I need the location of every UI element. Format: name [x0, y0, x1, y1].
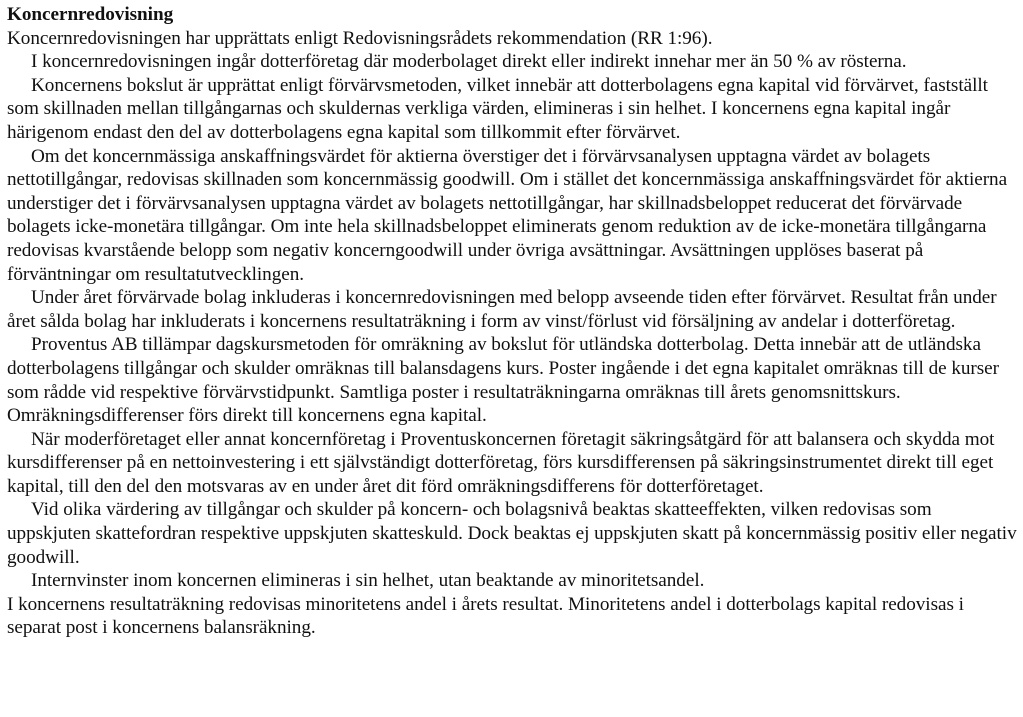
paragraph: När moderföretaget eller annat koncernföretag i Proventuskoncernen företagit säkringsåtgärd för att balansera och skydda mot kursdifferenser på en nettoinvestering i ett självständigt dotterföretag, förs kursdifferensen på säkringsinstrumentet direkt till eget kapital, till den del den motsvaras av en under året dit förd omräkningsdifferens för dotterföretaget.: [7, 428, 995, 497]
paragraph: Koncernens bokslut är upprättat enligt förvärvsmetoden, vilket innebär att dotterbolagens egna kapital vid förvärvet, fastställt som skillnaden mellan tillgångarnas och skuldernas verkliga värden, elimineras i sin helhet. I koncernens egna kapital ingår härigenom endast den del av dotterbolagens egna kapital som tillkommit efter förvärvet.: [7, 74, 988, 143]
paragraph: I koncernens resultaträkning redovisas minoritetens andel i årets resultat. Minoritetens andel i dotterbolags kapital redovisas i separat post i koncernens balansräkning.: [7, 593, 964, 639]
paragraph: Om det koncernmässiga anskaffningsvärdet för aktierna överstiger det i förvärvsanalysen upptagna värdet av bolagets nettotillgångar, redovisas skillnaden som koncernmässig goodwill. Om i stället det koncernmässiga anskaffningsvärdet för aktierna understiger det i förvärvsanalysen upptagna värdet av bolagets nettotillgångar, har skillnadsbeloppet reducerat det förvärvade bolagets icke-monetära tillgångar. Om inte hela skillnadsbeloppet eliminerats genom reduktion av de icke-monetära tillgångarna redovisas kvarstående belopp som negativ koncerngoodwill under övriga avsättningar. Avsättningen upplöses baserat på förväntningar om resultatutvecklingen.: [7, 145, 1008, 285]
paragraph: Koncernredovisningen har upprättats enligt Redovisningsrådets rekommendation (RR 1:96).: [7, 27, 713, 49]
paragraph: Under året förvärvade bolag inkluderas i koncernredovisningen med belopp avseende tiden efter förvärvet. Resultat från under året sålda bolag har inkluderats i koncernens resultaträkning i form av vinst/förlust vid försäljning av andelar i dotterföretag.: [7, 287, 997, 332]
document-page: [7, 3, 1019, 640]
section-heading: Koncernredovisning: [7, 4, 174, 25]
paragraph: Proventus AB tillämpar dagskursmetoden för omräkning av bokslut för utländska dotterbolag. Detta innebär att de utländska dotterbolagens tillgångar och skulder omräknas till balansdagens kurs. Poster ingående i det egna kapitalet omräknas till de kurser som rådde vid respektive förvärvstidpunkt. Samtliga poster i resultaträkningarna omräknas till årets genomsnittskurs. Omräkningsdifferenser förs direkt till koncernens egna kapital.: [7, 334, 999, 427]
paragraph: I koncernredovisningen ingår dotterföretag där moderbolaget direkt eller indirekt innehar mer än 50 % av rösterna.: [31, 51, 907, 73]
paragraph: Internvinster inom koncernen elimineras i sin helhet, utan beaktande av minoritetsandel.: [31, 570, 705, 592]
paragraph-list: [7, 27, 1019, 640]
paragraph: Vid olika värdering av tillgångar och skulder på koncern- och bolagsnivå beaktas skatteeffekten, vilken redovisas som uppskjuten skattefordran respektive uppskjuten skatteskuld. Dock beaktas ej uppskjuten skatt på koncernmässig positiv eller negativ goodwill.: [7, 499, 1017, 568]
